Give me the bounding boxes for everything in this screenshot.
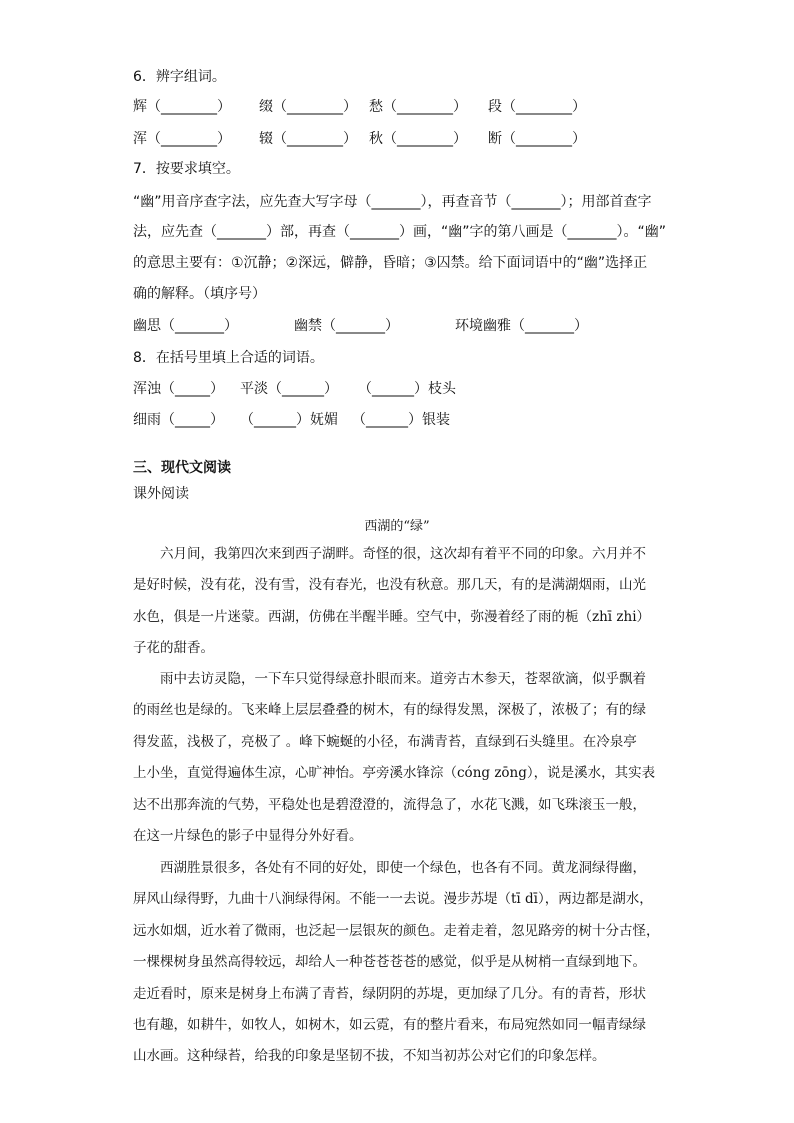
article-paragraph-1 xyxy=(133,539,663,665)
q8-item: 平淡（______） xyxy=(240,381,338,397)
q8-item: （______）银装 xyxy=(352,412,450,428)
paragraph-line: 六月间，我第四次来到西子湖畔。奇怪的很，这次却有着平不同的印象。六月并不 xyxy=(133,546,646,562)
q8-item: 细雨（_____） xyxy=(133,412,224,428)
q6-item: 断（________） xyxy=(488,131,586,147)
q8-item: （______）妩媚 xyxy=(240,412,338,428)
paragraph-line: 得发蓝，浅极了，亮极了 。峰下蜿蜒的小径，布满青苔，直绿到石头缝里。在冷泉亭 xyxy=(133,733,637,750)
q7-word: 幽思（_______） xyxy=(133,318,238,334)
q7-title: 7．按要求填空。 xyxy=(133,161,240,177)
article-paragraph-2 xyxy=(133,664,663,852)
section-heading: 三、现代文阅读 xyxy=(133,460,231,476)
paragraph-line: 达不出那奔流的气势，平稳处也是碧澄澄的，流得急了，水花飞溅，如飞珠滚玉一般， xyxy=(133,796,646,813)
q6-item: 辍（________） xyxy=(259,131,357,147)
q6-item: 辉（________） xyxy=(133,99,231,115)
paragraph-line: 的雨丝也是绿的。飞来峰上层层叠叠的树木，有的绿得发黑，深极了，浓极了；有的绿 xyxy=(133,702,646,719)
paragraph-line: 子花的甜香。 xyxy=(133,640,214,657)
paragraph-line: 水色，俱是一片迷蒙。西湖，仿佛在半醒半睡。空气中，弥漫着经了雨的栀（zhī zhi） xyxy=(133,608,651,625)
q7-text-line: 确的解释。（填序号） xyxy=(133,286,266,302)
q7-text-line: “幽”用音序查字法，应先查大写字母（_______），再查音节（_______）；用部首查字 xyxy=(133,194,652,210)
q8-item: 浑浊（_____） xyxy=(133,381,224,397)
paragraph-line: 在这一片绿色的影子中显得分外好看。 xyxy=(133,828,363,845)
q7-text-line: 法，应先查（_______）部，再查（_______）画，“幽”字的第八画是（_______）。“幽” xyxy=(133,224,667,240)
q7-word: 幽禁（_______） xyxy=(294,318,399,334)
q6-item: 秋（________） xyxy=(369,131,467,147)
q6-item: 缀（________） xyxy=(259,99,357,115)
q6-item: 愁（________） xyxy=(369,99,467,115)
article-paragraph-3 xyxy=(133,853,663,1073)
paragraph-line: 西湖胜景很多，各处有不同的好处，即使一个绿色，也各有不同。黄龙洞绿得幽， xyxy=(133,860,646,876)
paragraph-line: 也有趣，如耕牛，如牧人，如树木，如云霓，有的整片看来，布局宛然如同一幅青绿绿 xyxy=(133,1017,646,1034)
paragraph-line: 山水画。这种绿苔，给我的印象是坚韧不拔，不知当初苏公对它们的印象怎样。 xyxy=(133,1048,606,1065)
paragraph-line: 是好时候，没有花，没有雪，没有春光，也没有秋意。那几天，有的是满湖烟雨，山光 xyxy=(133,577,646,594)
paragraph-line: 一棵棵树身虽然高得较远，却给人一种苍苍苍苍的感觉，似乎是从树梢一直绿到地下。 xyxy=(133,954,646,971)
paragraph-line: 雨中去访灵隐，一下车只觉得绿意扑眼而来。道旁古木参天，苍翠欲滴，似乎飘着 xyxy=(133,671,646,687)
paragraph-line: 走近看时，原来是树身上布满了青苔，绿阴阴的苏堤，更加绿了几分。有的青苔，形状 xyxy=(133,985,646,1002)
q8-title: 8．在括号里填上合适的词语。 xyxy=(133,350,324,366)
section-subheading: 课外阅读 xyxy=(133,486,189,502)
q7-word: 环境幽雅（_______） xyxy=(455,318,588,334)
q6-item: 段（________） xyxy=(488,99,586,115)
paragraph-line: 远水如烟，近水着了微雨，也泛起一层银灰的颜色。走着走着，忽见路旁的树十分古怪， xyxy=(133,922,660,939)
q7-text-line: 的意思主要有：①沉静；②深远，僻静，昏暗；③囚禁。给下面词语中的“幽”选择正 xyxy=(133,255,648,271)
q8-item: （______）枝头 xyxy=(358,381,456,397)
q6-item: 浑（________） xyxy=(133,131,231,147)
article-title: 西湖的“绿” xyxy=(364,519,430,534)
q6-title: 6．辨字组词。 xyxy=(133,69,226,85)
paragraph-line: 上小坐，直觉得遍体生凉，心旷神怡。亭旁溪水锋淙（cóng zōng），说是溪水，其实表 xyxy=(133,765,656,782)
paragraph-line: 屏风山绿得野，九曲十八涧绿得闲。不能一一去说。漫步苏堤（tī dī），两边都是湖水， xyxy=(133,891,653,908)
